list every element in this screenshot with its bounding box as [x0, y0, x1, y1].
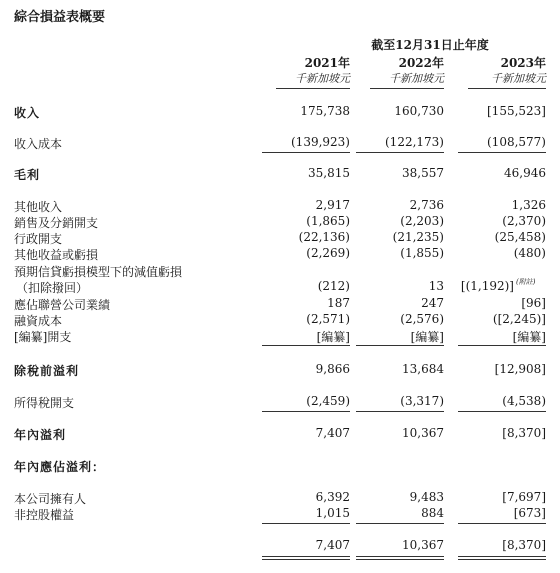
cell-owners-2021: 6,392: [315, 490, 350, 504]
cell-ecl-2023: [(1,192)]: [460, 279, 514, 293]
cell-total-2021: 7,407: [315, 538, 350, 552]
unit-label-2023: 千新加坡元: [491, 72, 546, 85]
double-rule-bottom-2023: [458, 559, 546, 560]
cell-finance-costs-2022: (2,576): [400, 312, 444, 326]
rule-cost-2021: [262, 152, 350, 153]
cell-revenue-2023: [155,523]: [487, 104, 546, 118]
row-label-ecl-line2: （扣除撥回）: [16, 281, 89, 295]
double-rule-top-2023: [458, 556, 546, 557]
cell-owners-2022: 9,483: [409, 490, 444, 504]
cell-ecl-2022: 13: [428, 279, 444, 293]
cell-other-income-2022: 2,736: [409, 198, 444, 212]
rule-tax-2023: [458, 411, 546, 412]
row-label-other-income: 其他收入: [14, 200, 63, 214]
cell-revenue-2021: 175,738: [300, 104, 350, 118]
row-label-gross-profit: 毛利: [14, 168, 41, 182]
rule-cost-2022: [356, 152, 444, 153]
cell-gross-profit-2023: 46,946: [504, 166, 546, 180]
cell-redacted-2021: [編纂]: [316, 330, 350, 344]
rule-nci-2022: [356, 523, 444, 524]
double-rule-top-2021: [262, 556, 350, 557]
row-label-profit-attributable: 年內應佔溢利：: [14, 460, 106, 474]
cell-selling-2021: (1,865): [306, 214, 350, 228]
cell-other-gains-2023: (480): [513, 246, 546, 260]
row-label-selling: 銷售及分銷開支: [14, 216, 99, 230]
row-label-admin: 行政開支: [14, 232, 63, 246]
cell-profit-2022: 10,367: [402, 426, 444, 440]
cell-other-gains-2022: (1,855): [400, 246, 444, 260]
cell-nci-2022: 884: [421, 506, 444, 520]
cell-tax-2021: (2,459): [306, 394, 350, 408]
cell-nci-2023: [673]: [513, 506, 546, 520]
header-underline-2023: [468, 88, 546, 89]
rule-redacted-2022: [356, 345, 444, 346]
row-label-profit-for-year: 年內溢利: [14, 428, 67, 442]
cell-cost-of-revenue-2023: (108,577): [487, 135, 546, 149]
rule-nci-2021: [262, 523, 350, 524]
row-label-nci: 非控股權益: [14, 508, 75, 522]
row-label-other-gains: 其他收益或虧損: [14, 248, 99, 262]
row-label-ecl: 預期信貸虧損模型下的減值虧損: [14, 265, 183, 279]
rule-cost-2023: [458, 152, 546, 153]
cell-selling-2022: (2,203): [400, 214, 444, 228]
year-header-2022: 2022年: [398, 56, 444, 70]
statement-title: 綜合損益表概要: [14, 10, 106, 25]
rule-tax-2022: [356, 411, 444, 412]
cell-redacted-2023: [編纂]: [512, 330, 546, 344]
cell-cost-of-revenue-2021: (139,923): [291, 135, 350, 149]
rule-nci-2023: [458, 523, 546, 524]
cell-nci-2021: 1,015: [315, 506, 350, 520]
cell-gross-profit-2022: 38,557: [402, 166, 444, 180]
row-label-associates: 應佔聯營公司業績: [14, 298, 111, 312]
rule-redacted-2021: [262, 345, 350, 346]
cell-profit-2021: 7,407: [315, 426, 350, 440]
year-header-2021: 2021年: [304, 56, 350, 70]
year-header-2023: 2023年: [500, 56, 546, 70]
cell-pbt-2021: 9,866: [315, 362, 350, 376]
cell-cost-of-revenue-2022: (122,173): [385, 135, 444, 149]
cell-gross-profit-2021: 35,815: [308, 166, 350, 180]
cell-admin-2022: (21,235): [392, 230, 444, 244]
row-label-profit-before-tax: 除稅前溢利: [14, 364, 80, 378]
unit-label-2022: 千新加坡元: [389, 72, 444, 85]
cell-total-2023: [8,370]: [502, 538, 546, 552]
cell-total-2022: 10,367: [402, 538, 444, 552]
cell-admin-2021: (22,136): [298, 230, 350, 244]
cell-tax-2023: (4,538): [502, 394, 546, 408]
cell-ecl-2021: (212): [317, 279, 350, 293]
cell-associates-2022: 247: [421, 296, 444, 310]
rule-redacted-2023: [458, 345, 546, 346]
ecl-note-marker: (附註): [516, 278, 536, 286]
row-label-finance-costs: 融資成本: [14, 314, 63, 328]
cell-finance-costs-2021: (2,571): [306, 312, 350, 326]
cell-pbt-2023: [12,908]: [494, 362, 546, 376]
row-label-revenue: 收入: [14, 106, 41, 120]
cell-pbt-2022: 13,684: [402, 362, 444, 376]
cell-profit-2023: [8,370]: [502, 426, 546, 440]
header-underline-2021: [276, 88, 350, 89]
header-underline-2022: [370, 88, 444, 89]
row-label-income-tax: 所得稅開支: [14, 396, 75, 410]
cell-associates-2023: [96]: [521, 296, 546, 310]
cell-associates-2021: 187: [327, 296, 350, 310]
cell-selling-2023: (2,370): [502, 214, 546, 228]
cell-revenue-2022: 160,730: [394, 104, 444, 118]
rule-tax-2021: [262, 411, 350, 412]
cell-admin-2023: (25,458): [494, 230, 546, 244]
cell-other-income-2021: 2,917: [315, 198, 350, 212]
double-rule-bottom-2022: [356, 559, 444, 560]
double-rule-bottom-2021: [262, 559, 350, 560]
period-header: 截至12月31日止年度: [371, 38, 489, 52]
row-label-owners: 本公司擁有人: [14, 492, 87, 506]
double-rule-top-2022: [356, 556, 444, 557]
cell-owners-2023: [7,697]: [502, 490, 546, 504]
cell-other-income-2023: 1,326: [511, 198, 546, 212]
cell-tax-2022: (3,317): [400, 394, 444, 408]
row-label-redacted-expenses: [編纂]開支: [14, 330, 72, 344]
unit-label-2021: 千新加坡元: [295, 72, 350, 85]
cell-redacted-2022: [編纂]: [410, 330, 444, 344]
cell-other-gains-2021: (2,269): [306, 246, 350, 260]
cell-finance-costs-2023: ([2,245)]: [492, 312, 546, 326]
row-label-cost-of-revenue: 收入成本: [14, 137, 63, 151]
